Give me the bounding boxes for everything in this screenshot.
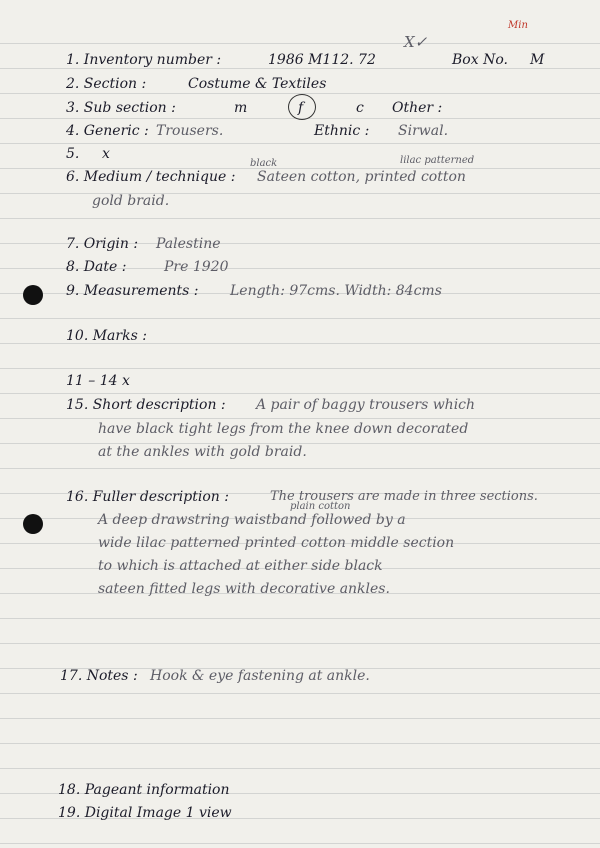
medium-above-lilac: lilac patterned (400, 155, 475, 166)
measurements-value: Length: 97cms. Width: 84cms (230, 283, 442, 299)
short-description-line-3: at the ankles with gold braid. (98, 444, 307, 460)
field-9-label: 9. Measurements : (66, 283, 199, 299)
date-value: Pre 1920 (164, 259, 229, 275)
field-4-label: 4. Generic : (66, 123, 149, 139)
field-11-14-label: 11 – 14 x (66, 373, 130, 389)
field-5-value: x (102, 146, 110, 162)
section-value: Costume & Textiles (188, 76, 327, 92)
medium-value: Sateen cotton, printed cotton (257, 169, 466, 185)
medium-above-black: black (250, 158, 278, 169)
box-number-value: M (530, 52, 545, 68)
notes-value: Hook & eye fastening at ankle. (150, 668, 370, 684)
fuller-description-line-3: wide lilac patterned printed cotton middle section (98, 535, 455, 551)
short-description-line-2: have black tight legs from the knee down decorated (98, 421, 469, 437)
field-17-label: 17. Notes : (60, 668, 138, 684)
field-5-label: 5. (66, 146, 80, 162)
tick-mark: X✓ (404, 33, 428, 51)
medium-value-continued: gold braid. (92, 193, 170, 209)
inventory-number-value: 1986 M112. 72 (268, 52, 376, 68)
field-1-label: 1. Inventory number : (66, 52, 222, 68)
ethnic-value: Sirwal. (398, 123, 449, 139)
field-7-label: 7. Origin : (66, 236, 139, 252)
fuller-description-line-2: A deep drawstring waistband followed by a (98, 512, 406, 528)
sub-section-c: c (356, 100, 364, 116)
field-15-label: 15. Short description : (66, 397, 226, 413)
corner-mark: Min (508, 20, 528, 31)
field-2-label: 2. Section : (66, 76, 147, 92)
field-8-label: 8. Date : (66, 259, 127, 275)
box-number-label: Box No. (452, 52, 508, 68)
punch-hole-top (23, 285, 43, 305)
punch-hole-bottom (23, 514, 43, 534)
field-3-label: 3. Sub section : (66, 100, 176, 116)
sub-section-f: f (298, 100, 304, 116)
fuller-description-above: plain cotton (290, 501, 351, 512)
field-10-label: 10. Marks : (66, 328, 147, 344)
origin-value: Palestine (156, 236, 221, 252)
fuller-description-line-4: to which is attached at either side black (98, 558, 383, 574)
field-18-label: 18. Pageant information (58, 782, 230, 798)
sub-section-other: Other : (392, 100, 443, 116)
generic-value: Trousers. (156, 123, 224, 139)
field-16-label: 16. Fuller description : (66, 489, 229, 505)
field-6-label: 6. Medium / technique : (66, 169, 236, 185)
sub-section-m: m (234, 100, 248, 116)
field-19-label: 19. Digital Image 1 view (58, 805, 232, 821)
fuller-description-line-1: The trousers are made in three sections. (270, 489, 538, 504)
short-description-line-1: A pair of baggy trousers which (256, 397, 476, 413)
fuller-description-line-5: sateen fitted legs with decorative ankles. (98, 581, 390, 597)
ethnic-label: Ethnic : (314, 123, 370, 139)
